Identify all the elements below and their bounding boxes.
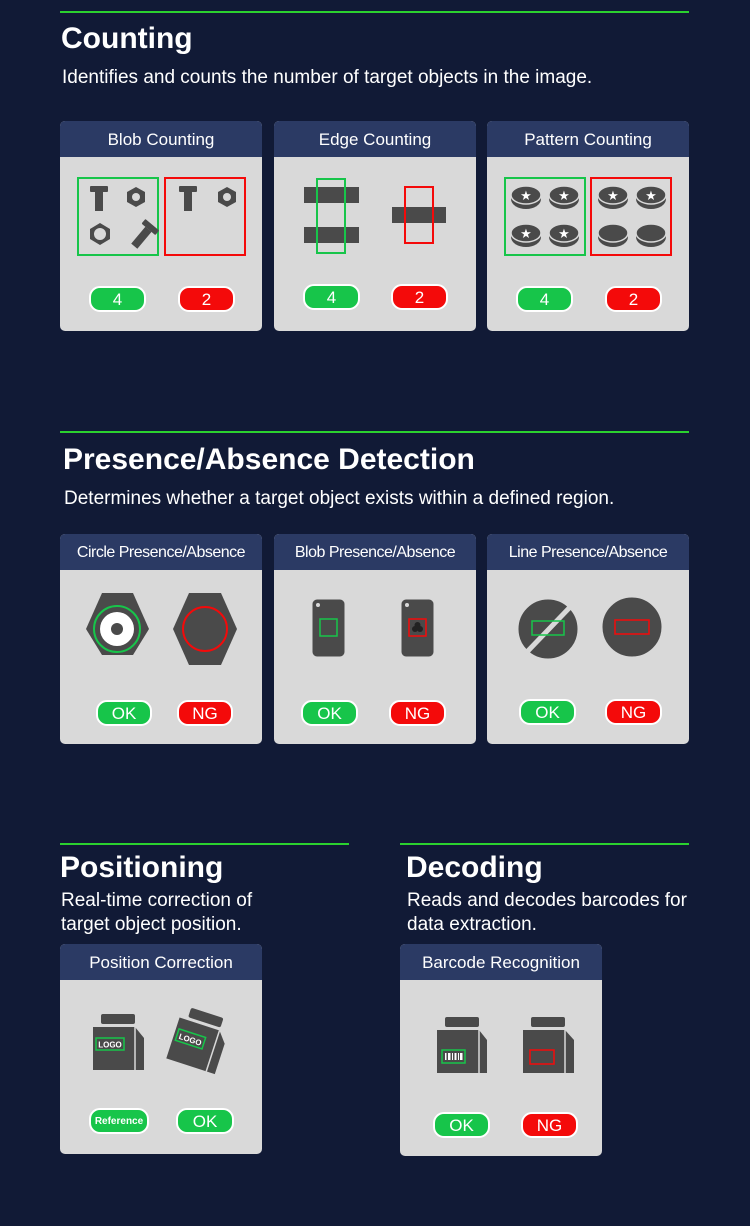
barcode-recognition-illustration: [400, 980, 602, 1100]
ok-count-badge: 4: [303, 284, 360, 310]
phone-icon: [312, 599, 345, 657]
decoding-divider: [400, 843, 689, 845]
ok-badge: OK: [176, 1108, 234, 1134]
blob-counting-card: [60, 121, 262, 331]
svg-text:★: ★: [520, 226, 532, 241]
jar-icon: [93, 1014, 144, 1070]
phone-icon: [401, 599, 434, 657]
jar-icon: [523, 1017, 574, 1073]
ok-badge: OK: [301, 700, 358, 726]
jar-icon: [166, 1005, 232, 1074]
positioning-description: Real-time correction of target object position.: [61, 890, 253, 935]
svg-text:★: ★: [645, 188, 657, 203]
decoding-description: Reads and decodes barcodes for data extraction.: [407, 890, 687, 935]
circle-presence-card: [60, 534, 262, 744]
ng-badge: NG: [605, 699, 662, 725]
presence-description: Determines whether a target object exists within a defined region.: [64, 488, 615, 509]
barcode-recognition-title: Barcode Recognition: [400, 944, 602, 980]
ng-count-badge: 2: [178, 286, 235, 312]
positioning-title: Positioning: [60, 851, 224, 884]
plain-coin-icon: [598, 224, 666, 247]
edge-counting-title: Edge Counting: [274, 121, 476, 157]
ok-badge: OK: [519, 699, 576, 725]
counting-divider: [60, 11, 689, 13]
blob-presence-title: Blob Presence/Absence: [274, 534, 476, 570]
svg-text:★: ★: [520, 188, 532, 203]
svg-text:LOGO: LOGO: [98, 1040, 122, 1050]
svg-text:★: ★: [607, 188, 619, 203]
presence-title: Presence/Absence Detection: [63, 443, 475, 476]
jar-icon: [437, 1017, 487, 1073]
circle-presence-title: Circle Presence/Absence: [60, 534, 262, 570]
screw-icon: [127, 219, 159, 252]
reference-badge: Reference: [89, 1108, 149, 1134]
counting-description: Identifies and counts the number of target objects in the image.: [62, 67, 593, 88]
ok-count-badge: 4: [516, 286, 573, 312]
bolt-icon: [90, 186, 108, 211]
position-correction-illustration: [60, 980, 262, 1100]
ng-region: [165, 178, 245, 255]
counting-title: Counting: [61, 22, 193, 55]
ng-badge: NG: [521, 1112, 578, 1138]
pattern-counting-title: Pattern Counting: [487, 121, 689, 157]
line-presence-title: Line Presence/Absence: [487, 534, 689, 570]
ok-badge: OK: [96, 700, 152, 726]
bolt-icon: [179, 186, 197, 211]
pattern-counting-illustration: [487, 157, 689, 277]
ng-badge: NG: [389, 700, 446, 726]
ng-count-badge: 2: [391, 284, 448, 310]
svg-text:★: ★: [558, 226, 570, 241]
positioning-divider: [60, 843, 349, 845]
ok-badge: OK: [433, 1112, 490, 1138]
edge-counting-illustration: [274, 157, 476, 277]
svg-text:★: ★: [558, 188, 570, 203]
line-presence-card: [487, 534, 689, 744]
svg-text:LOGO: LOGO: [177, 1031, 203, 1048]
presence-divider: [60, 431, 689, 433]
ng-badge: NG: [177, 700, 233, 726]
position-correction-title: Position Correction: [60, 944, 262, 980]
ok-count-badge: 4: [89, 286, 146, 312]
barcode-recognition-card: [400, 944, 602, 1156]
blob-counting-title: Blob Counting: [60, 121, 262, 157]
position-correction-card: [60, 944, 262, 1154]
ng-count-badge: 2: [605, 286, 662, 312]
pattern-counting-card: [487, 121, 689, 331]
blob-counting-illustration: [60, 157, 262, 277]
line-presence-illustration: [487, 570, 689, 690]
blob-presence-illustration: [274, 570, 476, 690]
circle-presence-illustration: [60, 570, 262, 690]
decoding-title: Decoding: [406, 851, 543, 884]
blob-presence-card: [274, 534, 476, 744]
edge-counting-card: [274, 121, 476, 331]
